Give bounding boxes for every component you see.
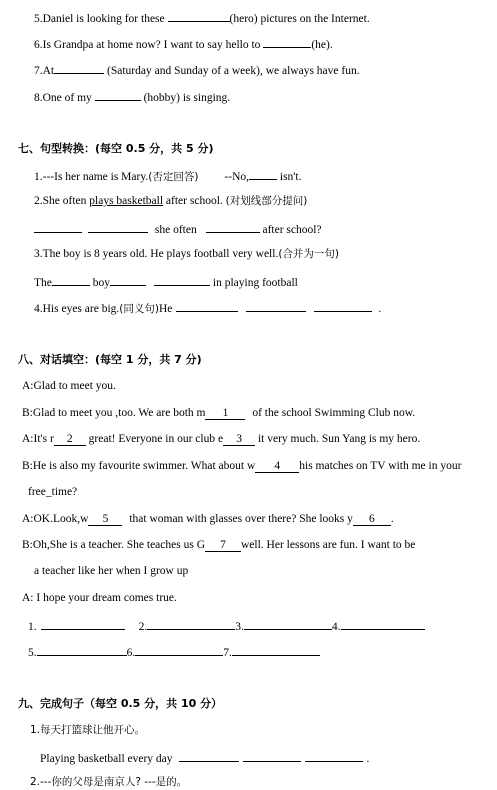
q6-6-blank[interactable] (263, 36, 311, 48)
q7-3-answer-text-b: boy (89, 277, 111, 289)
q7-4-blank-3[interactable] (314, 300, 372, 312)
section-7-title: 七、句型转换：(每空 0.5 分，共 5 分) (18, 142, 214, 155)
q6-7-blank[interactable] (54, 62, 104, 74)
dialog-line-6 (22, 512, 394, 526)
q7-4-text-b: He (158, 303, 173, 315)
q7-2-answer (34, 221, 322, 237)
answer-label-4: 4. (331, 621, 341, 633)
q7-4-text-a: 4.His eyes are big. (34, 303, 120, 315)
q9-1-answer-text: Playing basketball every day (40, 753, 173, 765)
q7-1-text-c: isn't. (277, 171, 302, 183)
q7-3-blank-3[interactable] (154, 274, 210, 286)
dialog-line-6-a: A:OK.Look,w (22, 513, 89, 525)
dialog-line-4-a: B:He is also my favourite swimmer. What about w (22, 460, 256, 472)
q7-1-blank[interactable] (249, 168, 277, 180)
q7-2-underlined: plays basketball (89, 195, 164, 207)
q6-6 (34, 36, 333, 52)
dialog-line-7 (22, 538, 415, 552)
q6-5-text-a: 5.Daniel is looking for these (34, 13, 168, 25)
q9-2: 2.---你的父母是南京人? ---是的。 (30, 776, 188, 788)
q7-4-period: . (378, 303, 382, 315)
blank-5[interactable]: 5 (88, 514, 122, 526)
q7-2 (34, 194, 307, 208)
dialog-line-6-b: that woman with glasses over there? She looks y (126, 513, 353, 525)
q6-5-blank[interactable] (168, 10, 230, 22)
q7-1-text-a: 1.---Is her name is Mary. (34, 171, 149, 183)
dialog-line-3-b: great! Everyone in our club e (85, 433, 224, 445)
dialog-line-2-b: of the school Swimming Club now. (249, 407, 416, 419)
q7-2-blank-3[interactable] (206, 221, 260, 233)
q6-8 (34, 89, 230, 105)
answer-label-3: 3. (235, 621, 244, 633)
answer-label-7: 7. (223, 647, 232, 659)
answer-blank-2[interactable] (147, 618, 235, 630)
dialog-line-8: a teacher like her when I grow up (34, 565, 189, 577)
dialog-line-2 (22, 406, 415, 420)
q6-7-text-a: 7.At (34, 65, 55, 77)
blank-4[interactable]: 4 (255, 461, 299, 473)
answer-row-1 (28, 618, 425, 634)
q7-3-answer-text-c: in playing football (210, 277, 298, 289)
q6-5 (34, 10, 370, 26)
q6-6-text-b: (he). (311, 39, 333, 51)
answer-label-5: 5. (28, 647, 37, 659)
section-8-title: 八、对话填空：(每空 1 分，共 7 分) (18, 353, 202, 366)
q7-3-text-a: 3.The boy is 8 years old. He plays football very well. (34, 248, 279, 260)
dialog-line-7-b: well. Her lessons are fun. I want to be (241, 539, 416, 551)
q9-1-blank-3[interactable] (305, 750, 363, 762)
q6-8-blank[interactable] (95, 89, 141, 101)
blank-3[interactable]: 3 (223, 434, 255, 446)
q7-2-blank-2[interactable] (88, 221, 148, 233)
q7-3 (34, 247, 339, 261)
answer-label-2: 2. (138, 621, 148, 633)
q9-1-period: . (366, 753, 370, 765)
q6-7 (34, 62, 360, 78)
q6-7-text-b: (Saturday and Sunday of a week), we always have fun. (104, 65, 360, 77)
q9-1-blank-2[interactable] (243, 750, 301, 762)
answer-blank-4[interactable] (341, 618, 425, 630)
answer-label-6: 6. (126, 647, 136, 659)
dialog-line-4-b: his matches on TV with me in your (299, 460, 462, 472)
answer-blank-3[interactable] (244, 618, 332, 630)
answer-row-2 (28, 644, 320, 660)
q7-2-answer-text-a: she often (152, 224, 200, 236)
q7-4 (34, 300, 381, 316)
dialog-line-7-a: B:Oh,She is a teacher. She teaches us G (22, 539, 205, 551)
answer-blank-6[interactable] (135, 644, 223, 656)
q7-3-hint: (合并为一句) (278, 248, 340, 260)
dialog-line-4 (22, 459, 461, 473)
answer-label-1: 1. (28, 621, 37, 633)
blank-1[interactable]: 1 (205, 408, 245, 420)
q9-1-blank-1[interactable] (179, 750, 239, 762)
q7-3-blank-1[interactable] (52, 274, 90, 286)
q7-2-blank-1[interactable] (34, 221, 82, 233)
answer-blank-5[interactable] (37, 644, 127, 656)
q7-2-text-b: after school. (163, 195, 226, 207)
q7-3-answer-text-a: The (34, 277, 52, 289)
q9-1-answer (40, 750, 369, 766)
blank-7[interactable]: 7 (205, 540, 241, 552)
q7-4-blank-2[interactable] (246, 300, 306, 312)
q7-4-hint: (同义句) (119, 303, 159, 315)
section-9-title: 九、完成句子（每空 0.5 分，共 10 分） (18, 697, 223, 710)
q7-2-text-a: 2.She often (34, 195, 90, 207)
q7-2-answer-text-b: after school? (259, 224, 322, 236)
dialog-line-5: free_time? (28, 486, 78, 498)
answer-blank-7[interactable] (232, 644, 320, 656)
q6-6-text-a: 6.Is Grandpa at home now? I want to say hello to (34, 39, 264, 51)
dialog-line-6-c: . (390, 513, 394, 525)
q7-1-hint: (否定回答) (148, 171, 199, 183)
q9-1: 1.每天打篮球让他开心。 (30, 724, 146, 736)
dialog-line-3 (22, 432, 420, 446)
dialog-line-9: A: I hope your dream comes true. (22, 592, 177, 604)
q7-3-blank-2[interactable] (110, 274, 146, 286)
q7-3-answer (34, 274, 298, 290)
q7-4-blank-1[interactable] (176, 300, 238, 312)
dialog-line-3-a: A:It's r (22, 433, 54, 445)
q7-1-text-b: --No, (224, 171, 250, 183)
q7-1 (34, 168, 301, 184)
q6-8-text-b: (hobby) is singing. (140, 92, 231, 104)
q7-2-hint: (对划线部分提问) (225, 195, 308, 207)
dialog-line-1: A:Glad to meet you. (22, 380, 116, 392)
blank-2[interactable]: 2 (54, 434, 86, 446)
dialog-line-3-c: it very much. Sun Yang is my hero. (255, 433, 421, 445)
blank-6[interactable]: 6 (353, 514, 391, 526)
answer-blank-1[interactable] (41, 618, 125, 630)
dialog-line-2-a: B:Glad to meet you ,too. We are both m (22, 407, 206, 419)
q6-5-text-b: (hero) pictures on the Internet. (229, 13, 370, 25)
q6-8-text-a: 8.One of my (34, 92, 95, 104)
